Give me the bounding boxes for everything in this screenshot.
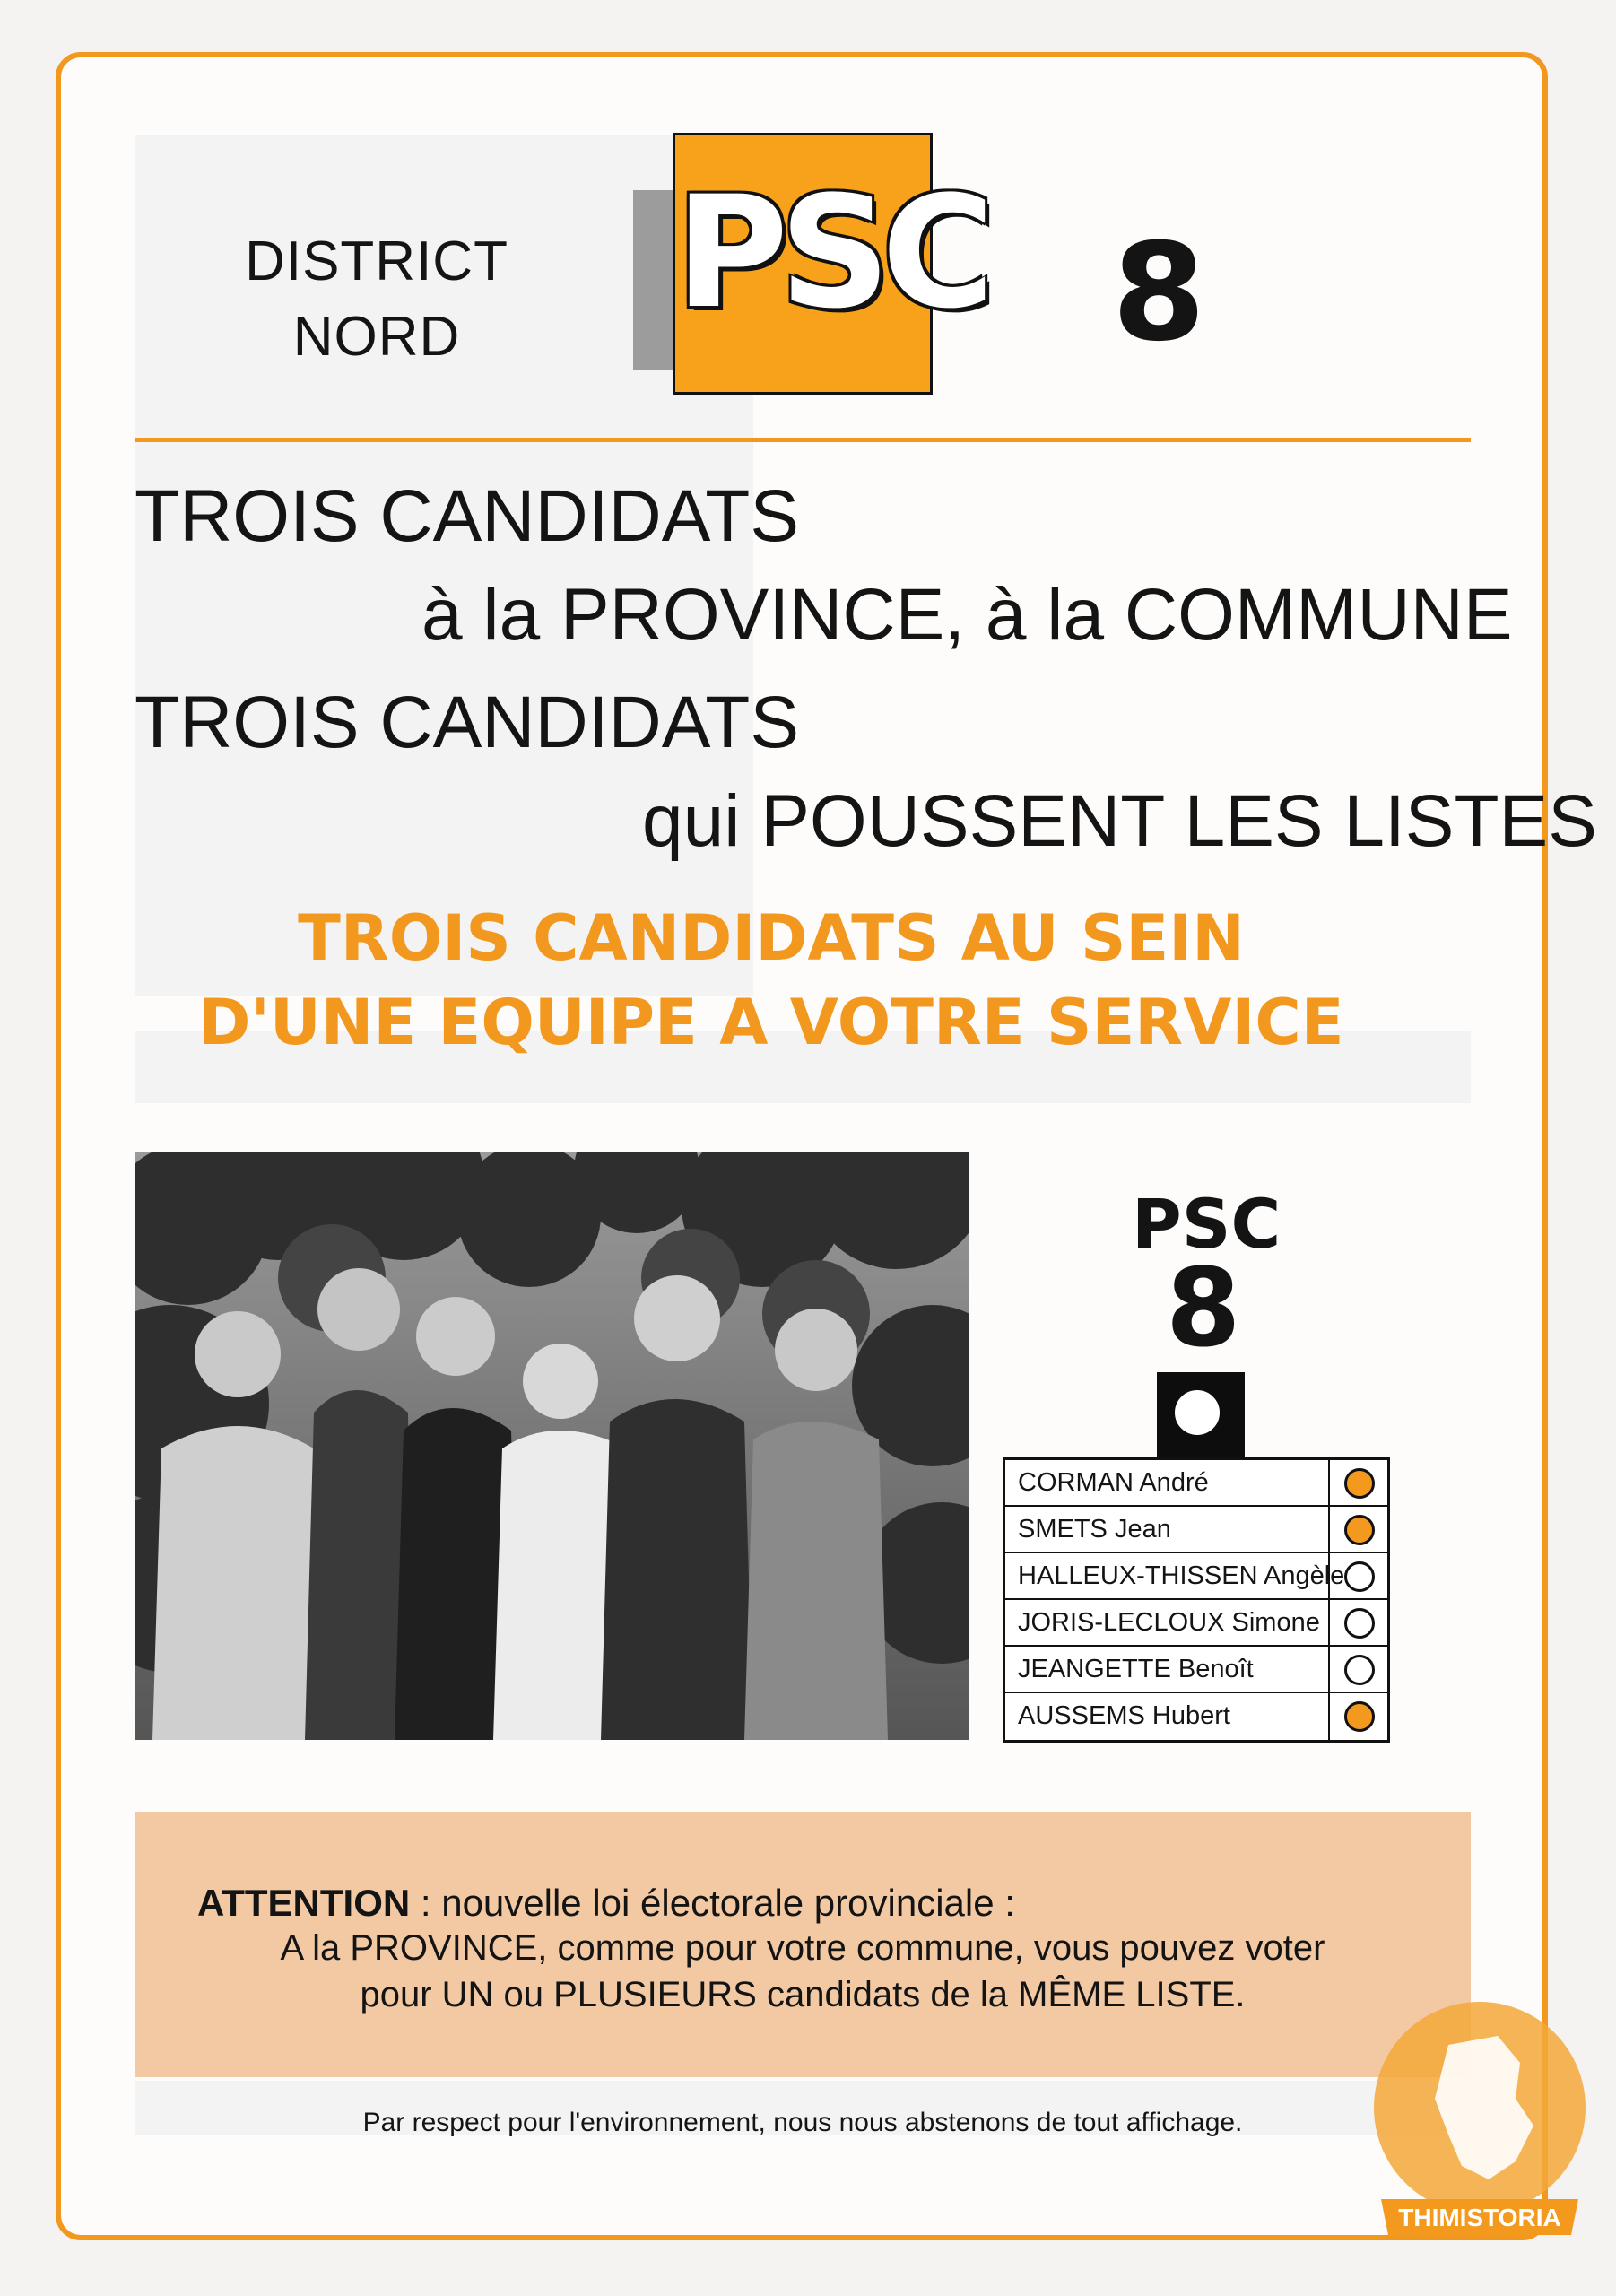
district-line2: NORD [292,306,461,368]
headline-line3: TROIS CANDIDATS [135,682,800,763]
district-line1: DISTRICT [245,230,508,292]
headline-line2: à la PROVINCE, à la COMMUNE [421,574,1513,656]
ballot-head-circle [1171,1387,1223,1439]
candidate-name: JEANGETTE Benoît [1005,1647,1330,1692]
candidate-name: SMETS Jean [1005,1507,1330,1552]
attention-line3: pour UN ou PLUSIEURS candidats de la MÊME LISTE. [360,1975,1246,2014]
candidate-row [1005,1507,1387,1553]
candidate-row [1005,1553,1387,1600]
footer-note: Par respect pour l'environnement, nous nous abstenons de tout affichage. [362,2108,1243,2137]
candidate-name: AUSSEMS Hubert [1005,1693,1330,1740]
vote-circle [1344,1655,1375,1685]
watermark-label: THIMISTORIA [1398,2204,1561,2231]
group-photo-illustration [135,1152,969,1740]
thimistoria-watermark [1363,1991,1596,2260]
headline-line4: qui POUSSENT LES LISTES [642,780,1597,862]
district-label [215,224,538,375]
attention-label: ATTENTION [197,1882,411,1924]
vote-circle [1344,1701,1375,1732]
ballot-party: PSC [1132,1184,1282,1264]
attention-box [135,1812,1471,2077]
vote-circle [1344,1515,1375,1545]
candidate-row [1005,1647,1387,1693]
headline-line1: TROIS CANDIDATS [135,475,800,557]
candidate-name: HALLEUX-THISSEN Angèle [1005,1553,1330,1598]
vote-circle [1344,1561,1375,1592]
attention-line2: A la PROVINCE, comme pour votre commune, vous pouvez voter [280,1928,1325,1968]
candidate-table [1003,1457,1390,1743]
vote-circle [1344,1608,1375,1639]
group-photo [135,1152,969,1740]
candidate-row [1005,1460,1387,1507]
orange-headline-line1: TROIS CANDIDATS AU SEIN [298,901,1245,975]
ballot-head-box [1157,1372,1245,1460]
candidate-name: CORMAN André [1005,1460,1330,1505]
vote-circle [1344,1468,1375,1499]
attention-line1-text: : nouvelle loi électorale provinciale : [410,1882,1015,1924]
candidate-name: JORIS-LECLOUX Simone [1005,1600,1330,1645]
psc-logo [673,133,986,395]
list-number: 8 [1112,215,1206,371]
attention-line1 [197,1882,1015,1925]
logo-text: PSC [675,162,986,343]
orange-headline-line2: D'UNE EQUIPE A VOTRE SERVICE [198,986,1344,1059]
ballot-number: 8 [1166,1247,1241,1371]
divider [135,438,1471,442]
candidate-row [1005,1693,1387,1740]
candidate-row [1005,1600,1387,1647]
